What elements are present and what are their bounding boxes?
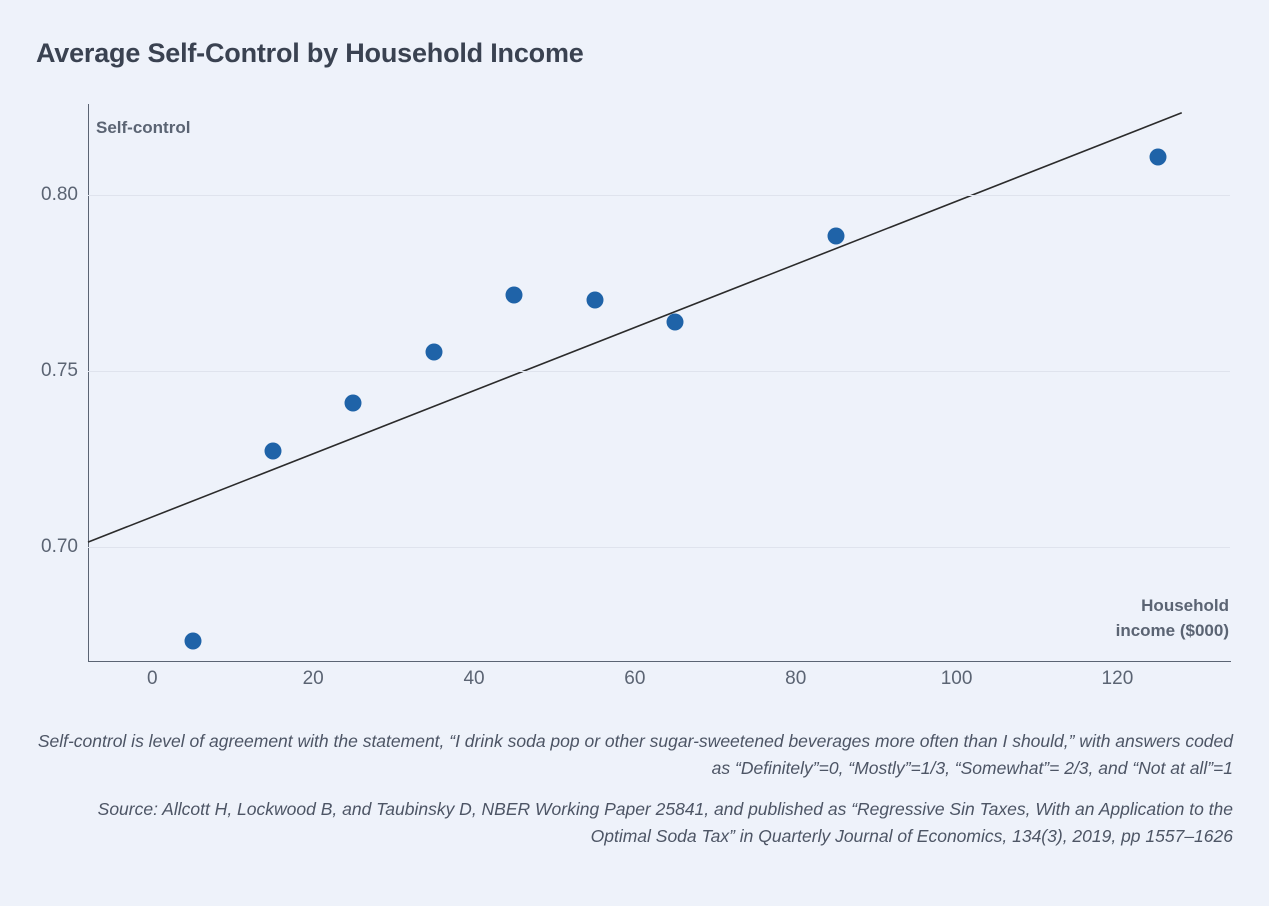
x-axis-title [969, 594, 1229, 643]
x-axis-title-line1: Household [1141, 596, 1229, 615]
x-tick-label: 20 [302, 668, 324, 689]
scatter-point [506, 286, 523, 303]
x-tick-label: 100 [940, 668, 973, 689]
scatter-point [1149, 148, 1166, 165]
x-axis-title-line2: income ($000) [1115, 620, 1229, 640]
x-tick-label: 80 [785, 668, 807, 689]
scatter-point [184, 632, 201, 649]
scatter-point [264, 442, 281, 459]
scatter-point [827, 227, 844, 244]
scatter-point [425, 344, 442, 361]
gridline [88, 547, 1230, 548]
gridline [88, 371, 1230, 372]
y-tick-label: 0.70 [41, 536, 78, 558]
footnotes [36, 728, 1233, 865]
x-tick-label: 120 [1101, 668, 1134, 689]
y-tick-label: 0.75 [41, 360, 78, 382]
page-title: Average Self-Control by Household Income [36, 38, 584, 68]
scatter-point [667, 314, 684, 331]
x-tick-label: 0 [147, 668, 158, 689]
scatter-point [345, 395, 362, 412]
x-tick-label: 60 [624, 668, 646, 689]
plot-area [88, 104, 1230, 660]
y-axis-title: Self-control [96, 118, 191, 137]
y-tick-label: 0.80 [41, 184, 78, 206]
x-axis-line [88, 661, 1231, 662]
y-axis-ticks [0, 104, 78, 662]
trend-line [88, 104, 1230, 660]
gridline [88, 195, 1230, 196]
footnote-source: Source: Allcott H, Lockwood B, and Taubinsky D, NBER Working Paper 25841, and published as “Regressive Sin Taxes, With an Application to the Optimal Soda Tax” in Quarterly Journal of Economics, 134(3), 2019, pp 1557–1626 [97, 799, 1233, 847]
scatter-point [586, 292, 603, 309]
footnote-definition: Self-control is level of agreement with the statement, “I drink soda pop or other sugar-sweetened beverages more often than I should,” with answers coded as “Definitely”=0, “Mostly”=1/3, “Somewhat”= 2/3, and “Not at all”=1 [37, 731, 1233, 779]
x-tick-label: 40 [463, 668, 485, 689]
